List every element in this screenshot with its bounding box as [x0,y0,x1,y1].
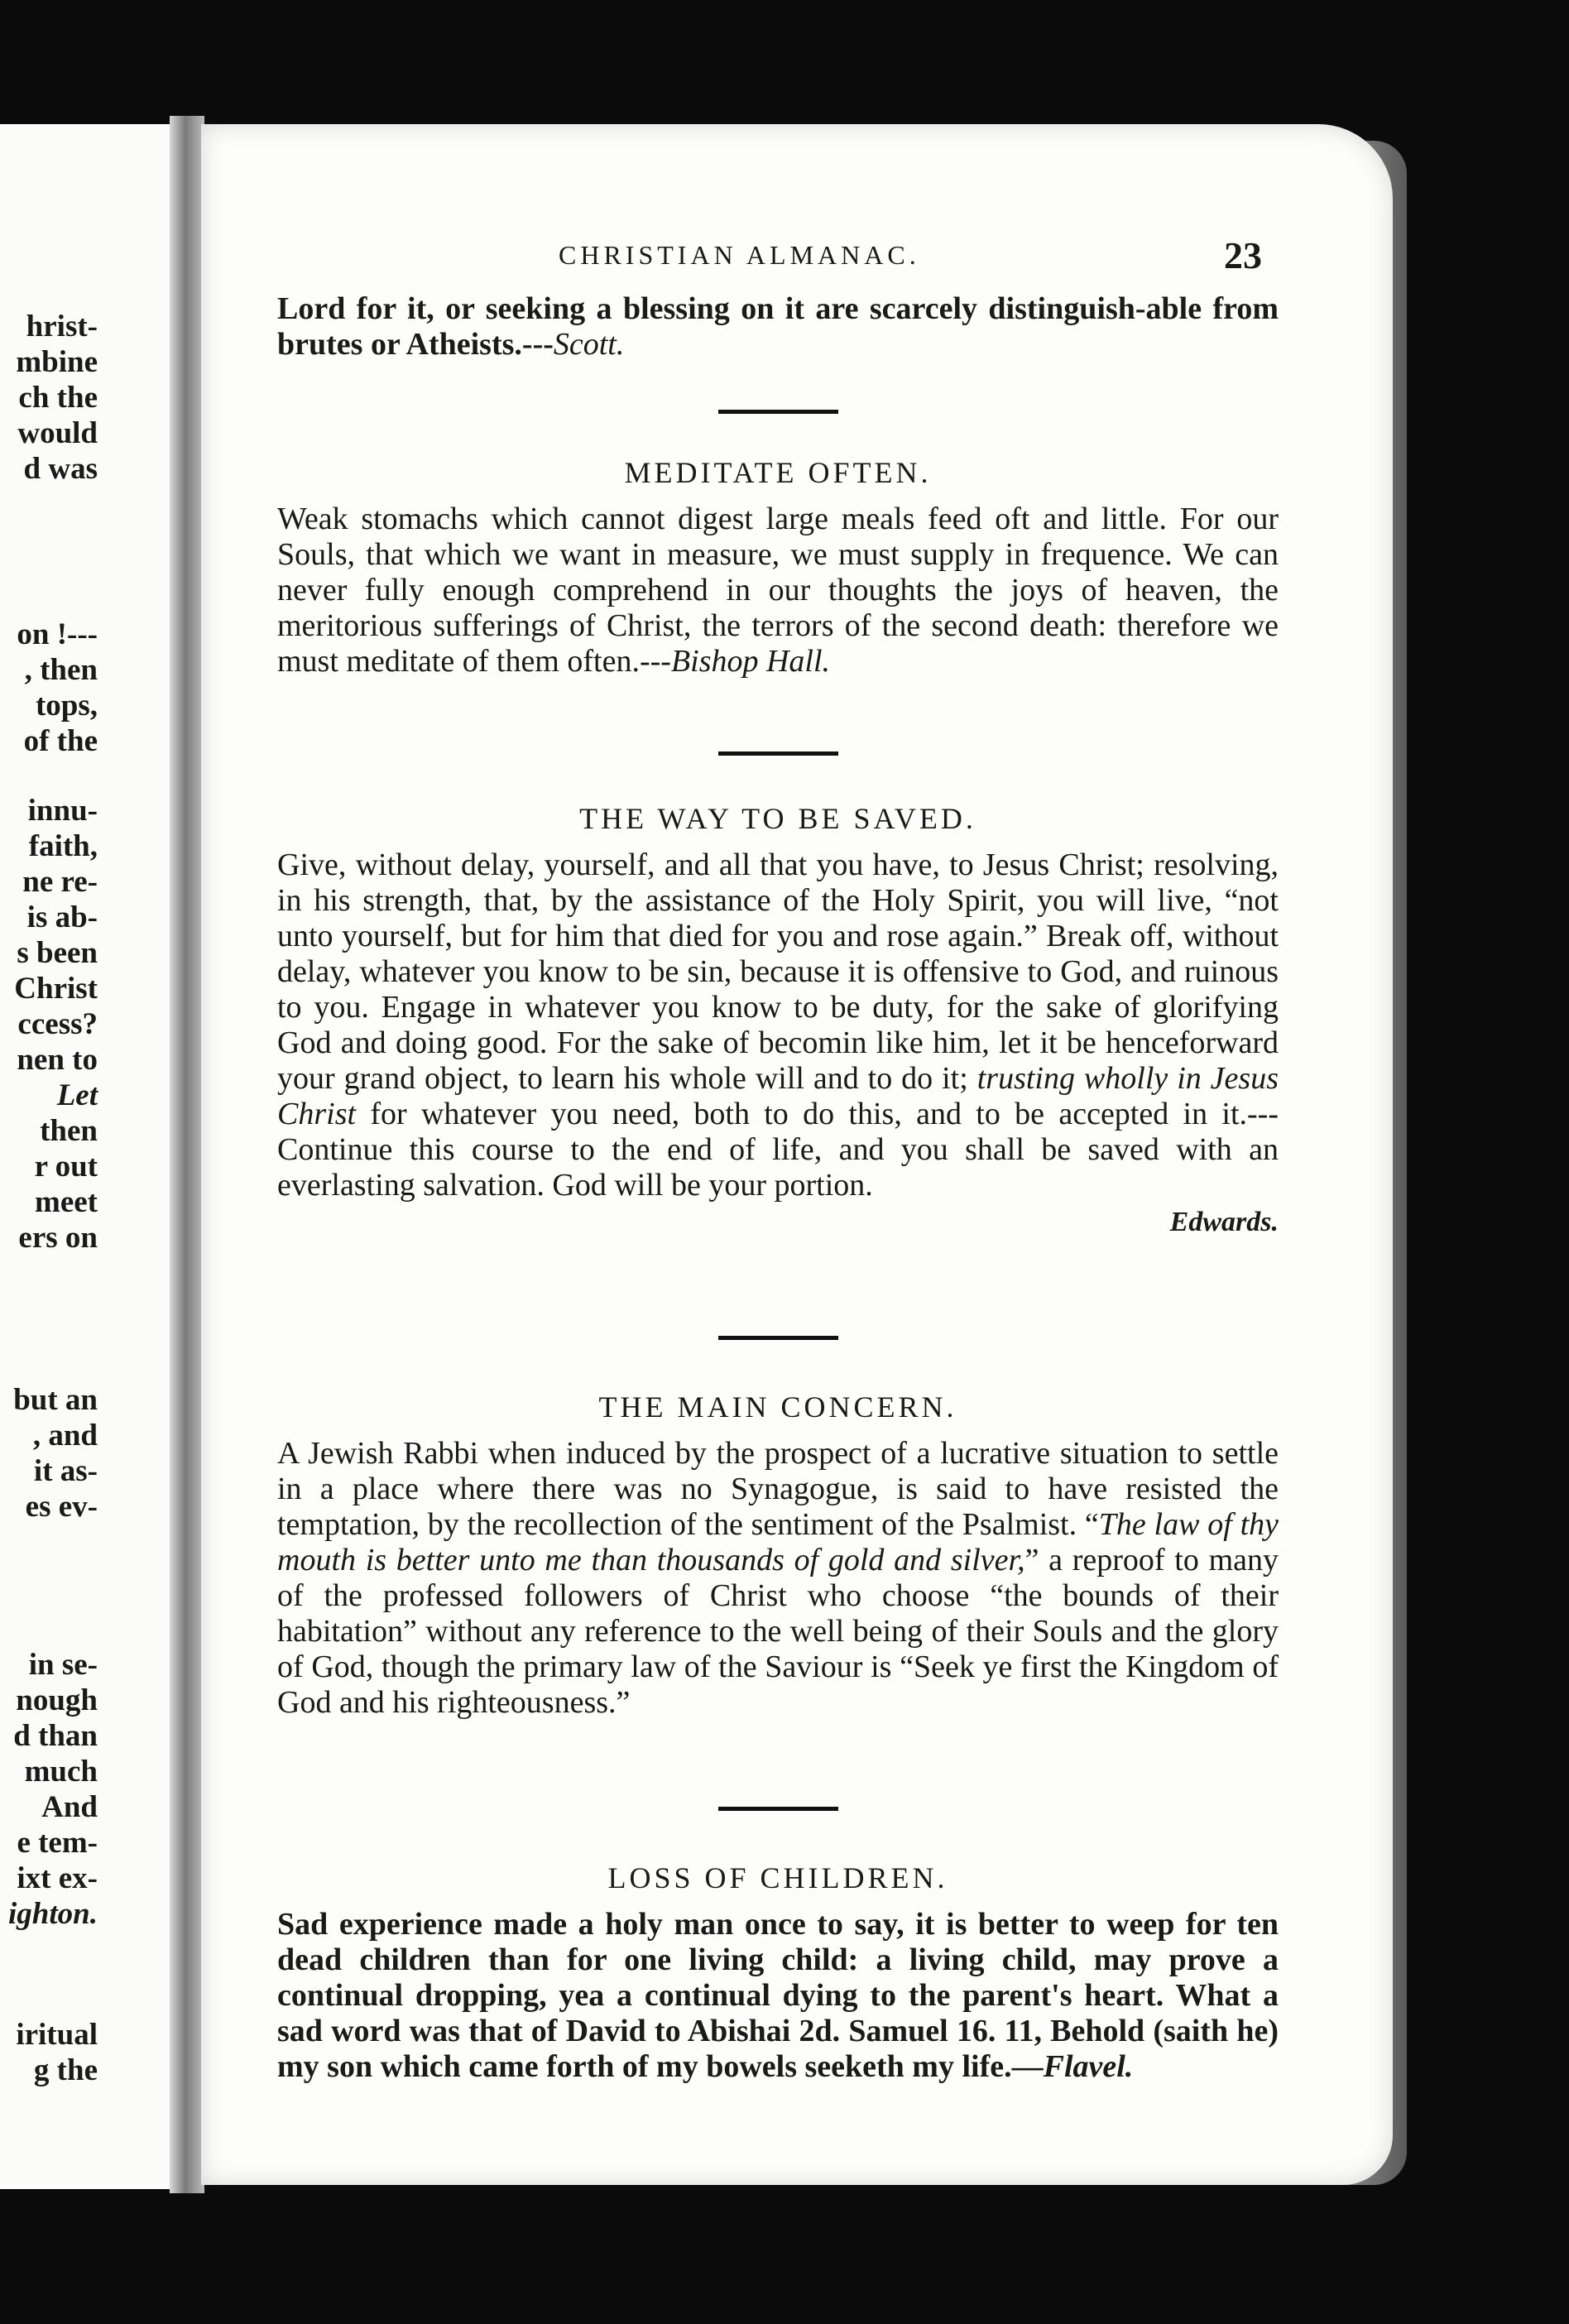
section-concern [277,1336,1279,1721]
previous-page-fragment: ighton. [8,1897,98,1931]
previous-page-fragment: in se- [28,1648,98,1682]
section-way [277,751,1279,1238]
previous-page-fragment: innu- [27,794,98,828]
page-number: 23 [1224,234,1262,276]
section-text: A Jewish Rabbi when induced by the prospect of a lucrative situation to settle in a place where there was no Synagogue, is said to have resisted the temptation, by the recollection of the sentiment of the Psalmist. “ [277,1436,1279,1542]
section-divider [718,1807,838,1811]
previous-page-fragment: of the [23,724,98,758]
previous-page-fragment: on !--- [17,617,98,651]
previous-page-fragment: nough [16,1683,98,1717]
section-emphasis: trusting wholly in Jesus Christ [277,1061,1279,1131]
previous-page-fragment: es ev- [25,1490,98,1524]
previous-page-fragment: would [17,416,98,450]
previous-page-fragment: but an [13,1383,98,1417]
section-divider [718,410,838,414]
previous-page-fragment: r out [34,1150,98,1184]
previous-page-fragment: And [41,1790,98,1824]
previous-page-fragment: it as- [33,1454,98,1488]
previous-page-fragment: meet [35,1185,98,1219]
section-text-continued: ” a reproof to many of the professed followers of Christ who choose “the bounds of their habitation” without any reference to the well being of their Souls and the glory of God, though the primary law of the Saviour is “Seek ye first the Kingdom of God and his righteousness.” [277,1543,1279,1720]
previous-page-fragment: hrist- [26,310,98,343]
previous-page-fragment: iritual [16,2018,98,2052]
section-title: THE WAY TO BE SAVED. [579,802,976,835]
running-title: CHRISTIAN ALMANAC. [559,240,920,270]
previous-page-fragment: nen to [17,1043,98,1077]
section-author: Flavel. [1043,2049,1134,2084]
section-emphasis: The law of thy mouth is better unto me than thousands of gold and silver, [277,1507,1279,1577]
section-text: Weak stomachs which cannot digest large meals feed oft and little. For our Souls, that which we want in measure, we must supply in frequence. We can never fully enough comprehend in our thoughts the joys of heaven, the meritorious sufferings of Christ, the terrors of the second death: therefore we must meditate of them often.--- [277,502,1279,679]
section-text-continued: for whatever you need, both to do this, and to be accepted in it.---Continue this course to the end of life, and you shall be saved with an everlasting salvation. God will be your portion. [277,1097,1279,1203]
book-gutter [170,116,204,2193]
section-divider [718,751,838,756]
previous-page-fragment: is ab- [26,900,98,934]
previous-page-fragment: ch the [18,381,98,415]
previous-page-fragment: mbine [16,345,98,379]
previous-page-fragment: then [40,1114,98,1148]
previous-page-fragment: much [24,1755,98,1789]
previous-page-fragment: d was [23,452,98,486]
previous-page-fragment: s been [17,936,98,970]
previous-page-fragment: ers on [18,1221,98,1255]
section-title: THE MAIN CONCERN. [598,1390,957,1424]
previous-page-fragment: Let [56,1078,98,1112]
previous-page-fragment: ccess? [17,1007,98,1041]
section-title: MEDITATE OFTEN. [624,456,932,489]
previous-page-fragment: , then [24,653,98,687]
section-children [277,1807,1279,2085]
section-text: Give, without delay, yourself, and all that you have, to Jesus Christ; resolving, in his strength, that, by the assistance of the Holy Spirit, you will live, “not unto yourself, but for him that died for you and rose again.” Break off, without delay, whatever you know to be sin, because it is offensive to God, and ruinous to you. Engage in whatever you know to be duty, for the sake of glorifying God and doing good. For the sake of becomin like him, let it be henceforward your grand object, to learn his whole will and to do it; [277,847,1279,1096]
previous-page-fragment: g the [33,2053,98,2087]
previous-page-fragment: e tem- [17,1826,98,1860]
section-title: LOSS OF CHILDREN. [607,1861,948,1894]
section-meditate [277,410,1279,679]
previous-page-fragment: ixt ex- [17,1861,98,1895]
opening-text: Lord for it, or seeking a blessing on it are scarcely distinguish-able from brutes or Atheists.--- [277,291,1279,362]
previous-page-fragment: , and [32,1419,98,1452]
opening-paragraph [277,291,1279,363]
previous-page-fragment: ne re- [22,865,98,899]
previous-page-fragment: d than [13,1719,98,1753]
section-text: Sad experience made a holy man once to say, it is better to weep for ten dead children than for one living child: a living child, may prove a continual dropping, yea a continual dying to the parent's heart. What a sad word was that of David to Abishai 2d. Samuel 16. 11, Behold (saith he) my son which came forth of my bowels seeketh my life.— [277,1907,1279,2084]
page-header [277,234,1279,281]
opening-author: Scott. [553,327,625,362]
previous-page-fragment: faith, [28,829,98,863]
previous-page-fragment: Christ [14,972,98,1006]
previous-page-fragment: tops, [35,689,98,723]
section-author: Edwards. [1169,1207,1279,1237]
section-author: Bishop Hall. [670,644,831,679]
section-divider [718,1336,838,1340]
